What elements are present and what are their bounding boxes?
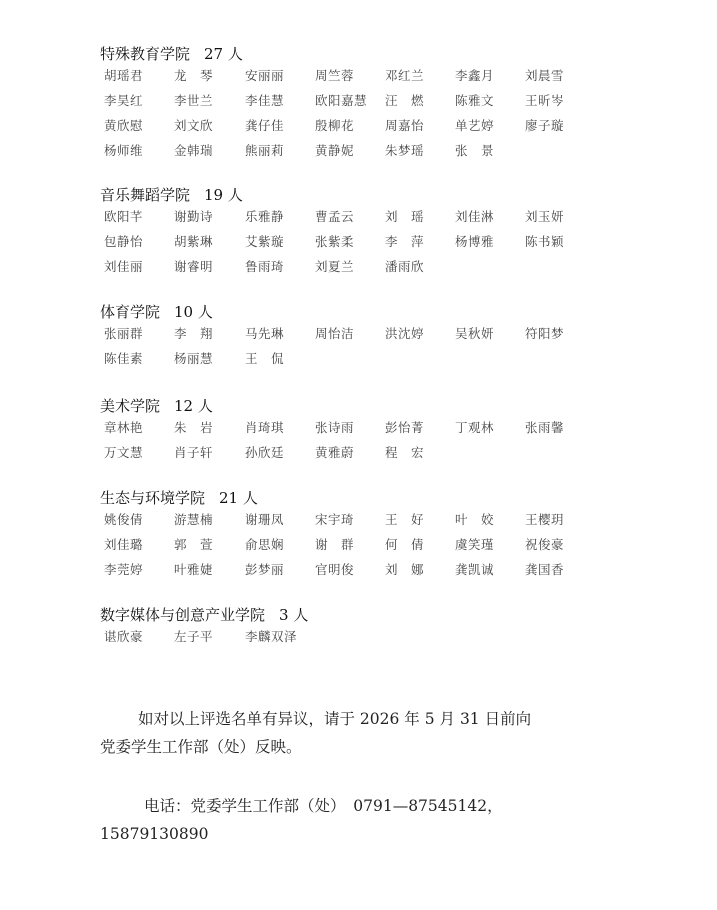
college-name: 体育学院 (100, 303, 161, 321)
student-name: 肖琦琪 (245, 420, 285, 435)
contact-line-1: 电话：党委学生工作部（处） 0791—87545142， (144, 797, 503, 815)
notice-line-2: 党委学生工作部（处）反映。 (100, 738, 302, 756)
student-name: 刘 瑶 (385, 209, 425, 224)
student-name: 朱梦瑶 (385, 143, 425, 158)
student-name: 刘晨雪 (525, 68, 565, 83)
student-name: 龙 琴 (174, 68, 214, 83)
student-name: 胡紫琳 (174, 234, 214, 249)
student-name: 万文慧 (104, 445, 144, 460)
student-name: 殷柳花 (315, 118, 355, 133)
student-name: 彭怡菁 (385, 420, 425, 435)
student-name: 邓红兰 (385, 68, 425, 83)
student-name: 李世兰 (174, 93, 214, 108)
college-name: 数字媒体与创意产业学院 (100, 606, 266, 624)
student-name: 彭梦丽 (245, 562, 285, 577)
student-name: 谢 群 (315, 537, 355, 552)
college-name: 美术学院 (100, 397, 161, 415)
student-name: 孙欣廷 (245, 445, 285, 460)
student-name: 乐雅静 (245, 209, 285, 224)
contact-info (100, 792, 620, 848)
college-name: 生态与环境学院 (100, 489, 206, 507)
student-name: 李 萍 (385, 234, 425, 249)
student-name: 朱 岩 (174, 420, 214, 435)
student-name: 章林艳 (104, 420, 144, 435)
student-name: 李麟双泽 (245, 629, 298, 644)
student-name: 鲁雨琦 (245, 259, 285, 274)
student-name: 陈雅文 (455, 93, 495, 108)
objection-notice (100, 705, 620, 761)
student-name: 刘 娜 (385, 562, 425, 577)
student-name: 杨丽慧 (174, 351, 214, 366)
student-name: 谢勤诗 (174, 209, 214, 224)
student-name: 吴秋妍 (455, 326, 495, 341)
student-name: 张紫柔 (315, 234, 355, 249)
student-name: 姚俊倩 (104, 512, 144, 527)
student-name: 潘雨欣 (385, 259, 425, 274)
student-name: 王樱玥 (525, 512, 565, 527)
student-name: 刘佳璐 (104, 537, 144, 552)
student-name: 谢睿明 (174, 259, 214, 274)
student-name: 谢珊凤 (245, 512, 285, 527)
student-name: 杨博雅 (455, 234, 495, 249)
student-name: 王 侃 (245, 351, 285, 366)
student-name: 汪 燃 (385, 93, 425, 108)
student-name: 黄静妮 (315, 143, 355, 158)
student-name: 何 倩 (385, 537, 425, 552)
student-name: 洪沈婷 (385, 326, 425, 341)
student-name: 金韩瑞 (174, 143, 214, 158)
college-count: 10 人 (174, 303, 213, 321)
student-name: 周怡洁 (315, 326, 355, 341)
student-name: 黄欣慰 (104, 118, 144, 133)
student-name: 黄雅蔚 (315, 445, 355, 460)
college-name: 特殊教育学院 (100, 45, 191, 63)
student-name: 刘佳丽 (104, 259, 144, 274)
student-name: 周嘉怡 (385, 118, 425, 133)
student-name: 王 好 (385, 512, 425, 527)
college-heading (100, 43, 243, 65)
student-name: 欧阳嘉慧 (315, 93, 368, 108)
college-heading (100, 487, 258, 509)
student-name: 陈书颖 (525, 234, 565, 249)
student-name: 叶 姣 (455, 512, 495, 527)
college-count: 12 人 (174, 397, 213, 415)
student-name: 丁观林 (455, 420, 495, 435)
student-name: 刘佳淋 (455, 209, 495, 224)
student-name: 叶雅婕 (174, 562, 214, 577)
college-heading (100, 395, 213, 417)
student-name: 李 翔 (174, 326, 214, 341)
student-name: 曹孟云 (315, 209, 355, 224)
college-count: 3 人 (279, 606, 309, 624)
student-name: 李佳慧 (245, 93, 285, 108)
student-name: 张雨馨 (525, 420, 565, 435)
college-heading (100, 184, 243, 206)
student-name: 左子平 (174, 629, 214, 644)
student-name: 宋宇琦 (315, 512, 355, 527)
college-count: 27 人 (204, 45, 243, 63)
student-name: 安丽丽 (245, 68, 285, 83)
college-count: 21 人 (219, 489, 258, 507)
student-name: 张诗雨 (315, 420, 355, 435)
student-name: 杨师维 (104, 143, 144, 158)
student-name: 刘玉妍 (525, 209, 565, 224)
student-name: 祝俊豪 (525, 537, 565, 552)
student-name: 李莞婷 (104, 562, 144, 577)
student-name: 符阳梦 (525, 326, 565, 341)
contact-line-2: 15879130890 (100, 825, 209, 843)
student-name: 马先琳 (245, 326, 285, 341)
student-name: 虞笑瑾 (455, 537, 495, 552)
student-name: 谌欣豪 (104, 629, 144, 644)
student-name: 刘夏兰 (315, 259, 355, 274)
student-name: 张 景 (455, 143, 495, 158)
student-name: 程 宏 (385, 445, 425, 460)
student-name: 廖子璇 (525, 118, 565, 133)
student-name: 胡瑶君 (104, 68, 144, 83)
student-name: 李昊红 (104, 93, 144, 108)
student-name: 包静怡 (104, 234, 144, 249)
student-name: 官明俊 (315, 562, 355, 577)
college-heading (100, 604, 308, 626)
college-heading (100, 301, 213, 323)
student-name: 龚国香 (525, 562, 565, 577)
student-name: 郭 萱 (174, 537, 214, 552)
college-count: 19 人 (204, 186, 243, 204)
student-name: 陈佳素 (104, 351, 144, 366)
student-name: 李鑫月 (455, 68, 495, 83)
notice-line-1: 如对以上评选名单有异议，请于 2026 年 5 月 31 日前向 (138, 710, 532, 728)
student-name: 欧阳芊 (104, 209, 144, 224)
student-name: 王昕岑 (525, 93, 565, 108)
student-name: 俞思娴 (245, 537, 285, 552)
student-name: 单艺婷 (455, 118, 495, 133)
college-name: 音乐舞蹈学院 (100, 186, 191, 204)
student-name: 张丽群 (104, 326, 144, 341)
student-name: 熊丽莉 (245, 143, 285, 158)
student-name: 龚仔佳 (245, 118, 285, 133)
student-name: 周竺蓉 (315, 68, 355, 83)
student-name: 游慧楠 (174, 512, 214, 527)
student-name: 刘文欣 (174, 118, 214, 133)
student-name: 艾紫璇 (245, 234, 285, 249)
student-name: 肖子轩 (174, 445, 214, 460)
student-name: 龚凯诚 (455, 562, 495, 577)
